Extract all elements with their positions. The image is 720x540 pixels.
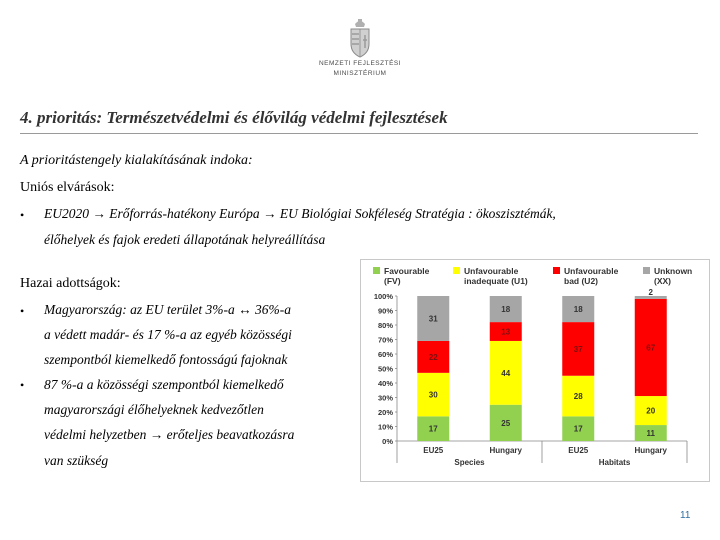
logo-text-line1: NEMZETI FEJLESZTÉSI (318, 60, 402, 67)
data-label: 44 (501, 368, 511, 378)
data-label: 18 (501, 305, 511, 315)
data-label: 37 (573, 344, 583, 354)
legend-label: Favourable (384, 266, 430, 276)
hu-bullet2-line-3: védelmi helyzetben → erőteljes beavatkozásra (44, 427, 295, 442)
page-title: 4. prioritás: Természetvédelmi és élővilág védelmi fejlesztések (20, 108, 448, 127)
chart-svg (361, 260, 709, 481)
x-tick-label: EU25 (423, 446, 444, 455)
hu-bullet1-line-3: szempontból kiemelkedő fontosságú fajoknak (44, 352, 288, 367)
eu-line-1: EU2020 → Erőforrás-hatékony Európa → EU Biológiai Sokféleség Stratégia : ökoszisztémák, (44, 206, 556, 221)
data-label: 20 (646, 406, 656, 416)
ministry-logo (318, 18, 402, 78)
legend-swatch (453, 267, 460, 274)
legend-label: (XX) (654, 276, 671, 286)
legend-swatch (373, 267, 380, 274)
legend-swatch (643, 267, 650, 274)
y-tick-label: 50% (377, 364, 393, 374)
y-tick-label: 60% (377, 350, 393, 359)
data-label: 31 (428, 314, 438, 324)
x-tick-label: Hungary (634, 446, 667, 455)
hu-bullet2-line-4: van szükség (44, 453, 109, 468)
hu-heading: Hazai adottságok: (20, 276, 121, 291)
legend-label: inadequate (U1) (464, 276, 528, 286)
hu-bullet2-line-1: 87 %-a a közösségi szempontból kiemelkedő (44, 377, 284, 392)
data-label: 22 (428, 352, 438, 362)
y-tick-label: 20% (377, 408, 393, 417)
legend-swatch (553, 267, 560, 274)
x-tick-label: Hungary (489, 446, 522, 455)
x-tick-label: EU25 (568, 446, 589, 455)
group-label: Habitats (598, 458, 631, 467)
hu-bullet-2: • (20, 378, 25, 392)
data-label: 30 (428, 390, 438, 400)
conservation-status-chart (360, 259, 710, 482)
y-tick-label: 100% (373, 292, 393, 301)
eu-heading: Uniós elvárások: (20, 180, 115, 195)
title-divider (20, 133, 698, 134)
y-tick-label: 10% (377, 422, 393, 432)
data-label: 17 (573, 424, 583, 434)
hu-bullet1-line-1: Magyarország: az EU terület 3%-a ↔ 36%-a (44, 302, 291, 317)
data-label: 28 (573, 392, 583, 402)
y-tick-label: 40% (377, 379, 393, 388)
legend-label: Unfavourable (564, 266, 619, 276)
hu-bullet2-line-2: magyarországi élőhelyeknek kedvezőtlen (44, 402, 264, 417)
data-label: 17 (428, 424, 438, 434)
data-label: 13 (501, 327, 511, 337)
data-label: 18 (573, 305, 583, 315)
legend-label: Unknown (654, 266, 693, 276)
page-number: 11 (680, 510, 691, 521)
y-tick-label: 0% (382, 437, 393, 446)
data-label: 11 (646, 429, 655, 439)
y-tick-label: 70% (377, 335, 393, 345)
y-tick-label: 80% (377, 321, 393, 330)
legend-label: Unfavourable (464, 266, 519, 276)
eu-line-2: élőhelyek és fajok eredeti állapotának helyreállítása (44, 232, 326, 247)
legend-label: (FV) (384, 276, 401, 286)
logo-text-line2: MINISZTÉRIUM (333, 70, 387, 77)
legend-label: bad (U2) (564, 276, 598, 286)
eu-bullet: • (20, 208, 25, 222)
coat-of-arms-icon (347, 18, 373, 58)
data-label: 2 (648, 288, 653, 297)
data-label: 25 (501, 418, 511, 428)
hu-bullet1-line-2: a védett madár- és 17 %-a az egyéb közösségi (44, 327, 292, 342)
y-tick-label: 30% (377, 393, 393, 403)
subheading: A prioritástengely kialakításának indoka: (20, 153, 253, 168)
hu-bullet-1: • (20, 304, 25, 318)
y-tick-label: 90% (377, 306, 393, 316)
data-label: 67 (646, 343, 656, 353)
group-label: Species (454, 458, 485, 467)
